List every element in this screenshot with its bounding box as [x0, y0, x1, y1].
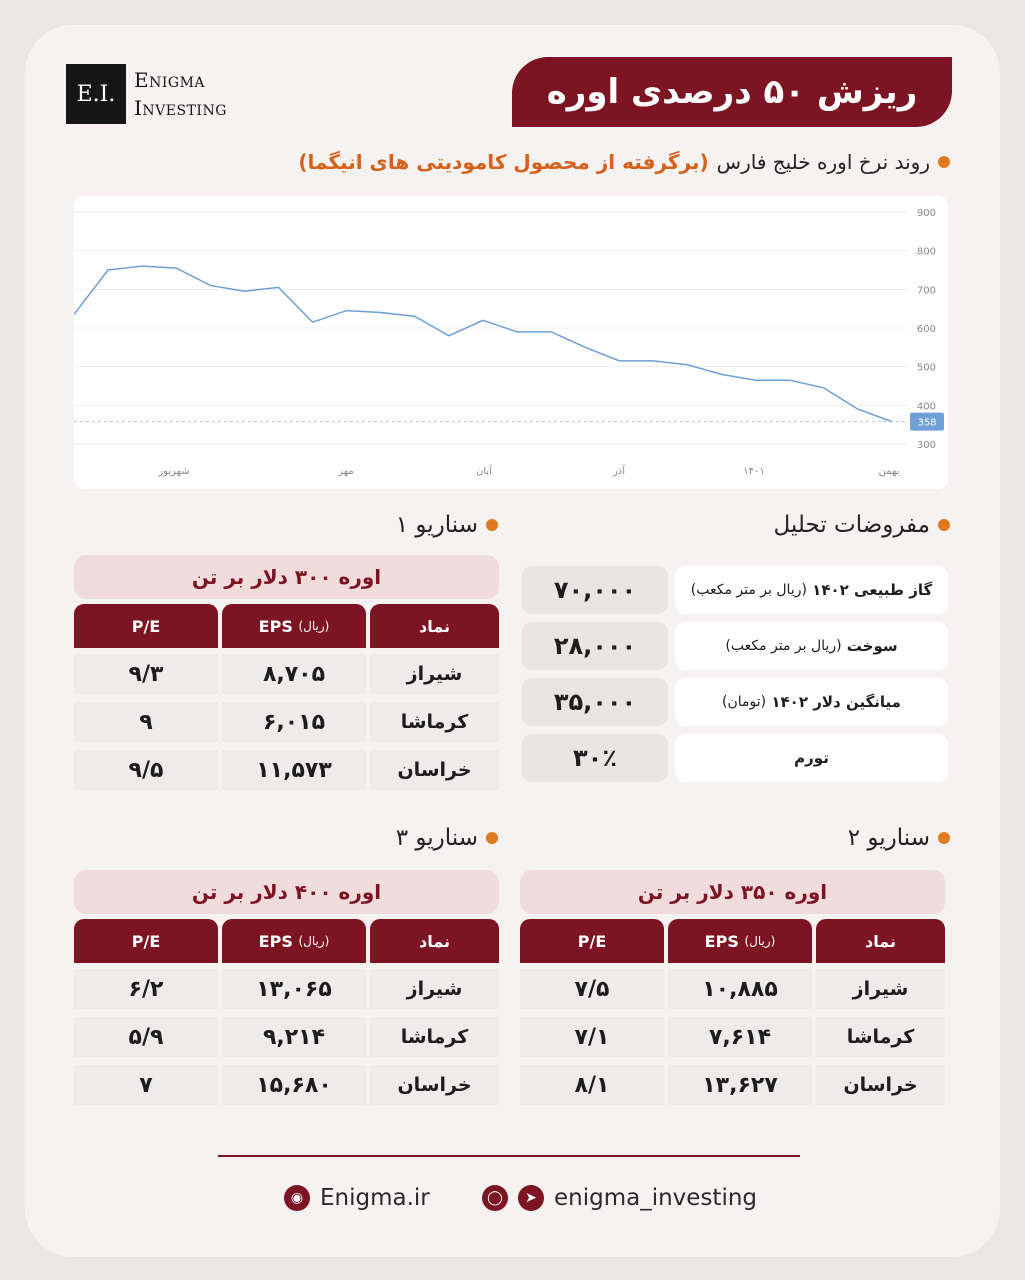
- table-row-pe: ۸/۱: [520, 1065, 664, 1105]
- scenario-1-price: [74, 555, 499, 599]
- scenario-3-heading: [396, 825, 498, 851]
- scenario-3-price: [74, 870, 499, 914]
- assumption-label-text: میانگین دلار ۱۴۰۲: [771, 693, 901, 711]
- table-row-eps: ۹,۲۱۴: [222, 1017, 366, 1057]
- table-row-symbol: کرماشا: [370, 1017, 499, 1057]
- scenario-1-title: سناریو ۱: [395, 512, 478, 538]
- assumption-label: [675, 678, 948, 726]
- header-eps: [222, 604, 366, 648]
- subtitle-plain: روند نرخ اوره خلیج فارس: [716, 150, 930, 174]
- table-row-symbol: شیراز: [370, 654, 499, 694]
- assumption-label-text: گاز طبیعی ۱۴۰۲: [812, 581, 933, 599]
- table-row-pe: ۷/۵: [520, 969, 664, 1009]
- table-row-pe: ۶/۲: [74, 969, 218, 1009]
- table-row-symbol: خراسان: [370, 1065, 499, 1105]
- table-row-pe: ۹/۳: [74, 654, 218, 694]
- table-row-eps: ۱۰,۸۸۵: [668, 969, 812, 1009]
- assumption-unit: (تومان): [722, 694, 767, 710]
- page-title: [512, 57, 952, 127]
- header-symbol: نماد: [816, 919, 945, 963]
- scenario-1-heading: [396, 512, 498, 538]
- table-row-pe: ۵/۹: [74, 1017, 218, 1057]
- assumption-unit: (ریال بر متر مکعب): [690, 582, 807, 598]
- table-row-pe: ۹: [74, 702, 218, 742]
- x-tick-label: ۱۴۰۱: [743, 466, 765, 477]
- table-row-symbol: شیراز: [370, 969, 499, 1009]
- y-tick-label: 600: [916, 324, 936, 335]
- header-eps: [222, 919, 366, 963]
- logo-initials: E.I.: [76, 81, 116, 107]
- y-tick-label: 900: [916, 208, 936, 219]
- assumption-label: [675, 622, 948, 670]
- scenario-1-price-text: اوره ۳۰۰ دلار بر تن: [191, 565, 382, 589]
- bullet-dot: [486, 832, 498, 844]
- logo-wordmark: [134, 66, 227, 122]
- table-row-pe: ۷: [74, 1065, 218, 1105]
- scenario-2-title: سناریو ۲: [847, 825, 930, 851]
- x-tick-label: شهریور: [158, 466, 190, 477]
- x-tick-label: بهمن: [878, 466, 900, 477]
- table-row-symbol: خراسان: [816, 1065, 945, 1105]
- page-title-text: ریزش ۵۰ درصدی اوره: [546, 72, 918, 112]
- eps-label: EPS: [704, 931, 739, 951]
- social-link[interactable]: [482, 1185, 757, 1211]
- assumption-value: ۳۵,۰۰۰: [522, 678, 668, 726]
- eps-unit: (ریال): [744, 934, 776, 948]
- table-row-symbol: کرماشا: [370, 702, 499, 742]
- chart-subtitle: [298, 150, 950, 174]
- y-tick-label: 400: [916, 401, 936, 413]
- telegram-icon: ➤: [518, 1185, 544, 1211]
- header-pe: P/E: [520, 919, 664, 963]
- assumptions-title: مفروضات تحلیل: [773, 512, 930, 538]
- price-chart: [74, 196, 948, 489]
- table-row-eps: ۷,۶۱۴: [668, 1017, 812, 1057]
- table-row-symbol: خراسان: [370, 750, 499, 790]
- header-pe: P/E: [74, 604, 218, 648]
- table-row-eps: ۱۳,۰۶۵: [222, 969, 366, 1009]
- bullet-dot: [938, 832, 950, 844]
- table-row-symbol: شیراز: [816, 969, 945, 1009]
- footer-divider: [218, 1155, 800, 1157]
- globe-icon: ◉: [284, 1185, 310, 1211]
- assumption-label: [675, 566, 948, 614]
- table-row-eps: ۱۱,۵۷۳: [222, 750, 366, 790]
- header-symbol: نماد: [370, 604, 499, 648]
- table-row-symbol: کرماشا: [816, 1017, 945, 1057]
- logo-mark: [66, 64, 126, 124]
- header-pe: P/E: [74, 919, 218, 963]
- logo-line1: Enigma: [134, 68, 206, 92]
- table-row-eps: ۱۳,۶۲۷: [668, 1065, 812, 1105]
- table-row-pe: ۹/۵: [74, 750, 218, 790]
- header-symbol: نماد: [370, 919, 499, 963]
- x-tick-label: مهر: [338, 466, 354, 477]
- bullet-dot: [938, 156, 950, 168]
- scenario-2-price-text: اوره ۳۵۰ دلار بر تن: [637, 880, 828, 904]
- assumption-label-text: سوخت: [846, 637, 898, 655]
- last-value-label: 358: [917, 417, 937, 429]
- table-row-pe: ۷/۱: [520, 1017, 664, 1057]
- y-tick-label: 500: [916, 362, 936, 374]
- scenario-2-heading: [848, 825, 950, 851]
- instagram-icon: ◯: [482, 1185, 508, 1211]
- scenario-3-title: سناریو ۳: [395, 825, 478, 851]
- assumptions-heading: [774, 512, 950, 538]
- chart-panel: [74, 196, 948, 489]
- website-link[interactable]: [284, 1185, 430, 1211]
- y-tick-label: 700: [916, 285, 936, 297]
- y-tick-label: 800: [916, 246, 936, 258]
- scenario-3-price-text: اوره ۴۰۰ دلار بر تن: [191, 880, 382, 904]
- x-tick-label: آذر: [612, 466, 626, 477]
- website-text: Enigma.ir: [320, 1185, 430, 1211]
- eps-unit: (ریال): [298, 934, 330, 948]
- y-tick-label: 300: [916, 440, 936, 451]
- assumption-unit: (ریال بر متر مکعب): [725, 638, 842, 654]
- assumption-label: [675, 734, 948, 782]
- scenario-2-price: [520, 870, 945, 914]
- bullet-dot: [486, 519, 498, 531]
- bullet-dot: [938, 519, 950, 531]
- assumption-value: ۳۰٪: [522, 734, 668, 782]
- assumption-label-text: تورم: [794, 749, 829, 767]
- eps-unit: (ریال): [298, 619, 330, 633]
- eps-label: EPS: [258, 616, 293, 636]
- social-text: enigma_investing: [554, 1185, 758, 1211]
- table-row-eps: ۸,۷۰۵: [222, 654, 366, 694]
- header-eps: [668, 919, 812, 963]
- subtitle-accent: (برگرفته از محصول کامودیتی های انیگما): [298, 150, 709, 174]
- x-tick-label: آبان: [476, 466, 492, 477]
- assumption-value: ۲۸,۰۰۰: [522, 622, 668, 670]
- table-row-eps: ۱۵,۶۸۰: [222, 1065, 366, 1105]
- assumption-value: ۷۰,۰۰۰: [522, 566, 668, 614]
- logo-line2: Investing: [134, 96, 227, 120]
- table-row-eps: ۶,۰۱۵: [222, 702, 366, 742]
- eps-label: EPS: [258, 931, 293, 951]
